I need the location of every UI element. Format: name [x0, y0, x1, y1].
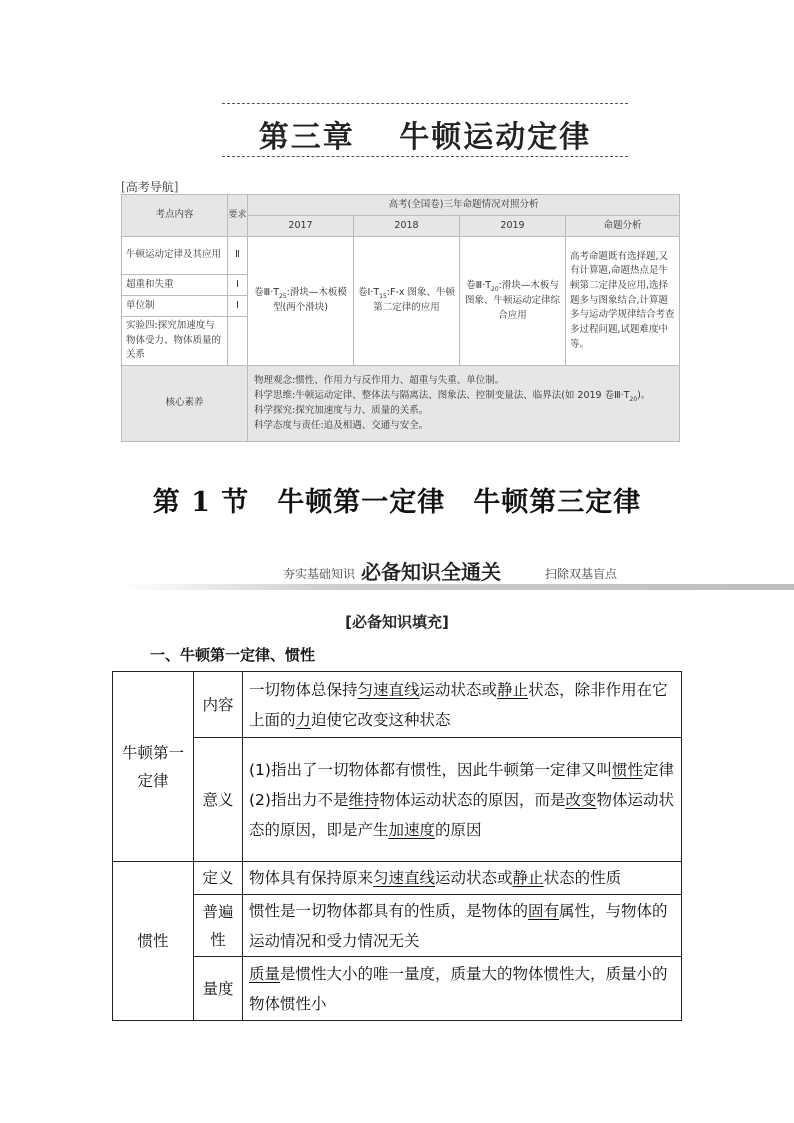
banner-left-text: 夯实基础知识 [283, 567, 356, 581]
exam-2018-cell: 卷$Ⅰ\cdot T_{15}:F-x$ 图象、牛顿第二定律的应用 [354, 237, 460, 366]
inertia-universality: 惯性是一切物体都具有的性质，是物体的固有属性，与物体的运动情况和受力情况无关 [243, 895, 682, 957]
literacy-label: 核心素养 [122, 366, 248, 442]
req-row-1: Ⅱ [228, 237, 248, 275]
inertia-measure: 质量是惯性大小的唯一量度，质量大的物体惯性大，质量小的物体惯性小 [243, 957, 682, 1021]
guide-label: [高考导航] [121, 180, 179, 194]
measure-label: 量度 [194, 957, 243, 1021]
fill-section-title: [必备知识填充] [345, 613, 449, 631]
topic-row-2: 超重和失重 [122, 275, 228, 296]
year-2019-header: 2019 [460, 216, 566, 237]
analysis-column-header: 命题分析 [566, 216, 680, 237]
meaning-point-1: (1)指出了一切物体都有惯性，因此牛顿第一定律又叫惯性定律 [249, 760, 674, 779]
law-content: 一切物体总保持匀速直线运动状态或静止状态，除非作用在它上面的力迫使它改变这种状态 [243, 672, 682, 738]
chapter-header [222, 103, 628, 157]
year-2017-header: 2017 [248, 216, 354, 237]
meaning-point-2: (2)指出力不是维持物体运动状态的原因，而是改变物体运动状态的原因，即是产生加速度的原因 [249, 790, 675, 839]
literacy-line-1: 物理观念:惯性、作用力与反作用力、超重与失重、单位制。 [254, 374, 505, 386]
literacy-line-3: 科学探究:探究加速度与力、质量的关系。 [254, 404, 429, 416]
topic-row-4: 实验四:探究加速度与物体受力、物体质量的关系 [122, 317, 228, 366]
req-row-2: Ⅰ [228, 275, 248, 296]
analysis-title: 高考(全国卷)三年命题情况对照分析 [248, 195, 680, 216]
inertia-group-label: 惯性 [113, 862, 194, 1021]
req-row-4 [228, 317, 248, 366]
literacy-cell [248, 366, 680, 442]
content-label: 内容 [194, 672, 243, 738]
universality-label: 普遍性 [194, 895, 243, 957]
exam-2019-cell: 卷$Ⅲ\cdot T_{20}$:滑块—木板与图象、牛顿运动定律综合应用 [460, 237, 566, 366]
inertia-definition: 物体具有保持原来匀速直线运动状态或静止状态的性质 [243, 862, 682, 895]
chapter-title: 第三章 牛顿运动定律 [258, 120, 592, 155]
knowledge-banner [121, 556, 794, 590]
literacy-line-2: 科学思维:牛顿运动定律、整体法与隔离法、图象法、控制变量法、临界法(如 2019 卷$Ⅲ\cdot T_{20}$)。 [254, 389, 651, 403]
definition-label: 定义 [194, 862, 243, 895]
analysis-cell: 高考命题既有选择题,又有计算题,命题热点是牛顿第二定律及应用,选择题多与图象结合,计算题多与运动学规律结合考查多过程问题,试题难度中等。 [566, 237, 680, 366]
banner-main-text: 必备知识全通关 [361, 560, 501, 584]
topic-row-3: 单位制 [122, 296, 228, 317]
subheading: 一、牛顿第一定律、惯性 [150, 646, 316, 664]
topic-column-header: 考点内容 [122, 195, 228, 237]
section-title: 第 1 节 牛顿第一定律 牛顿第三定律 [152, 487, 642, 518]
year-2018-header: 2018 [354, 216, 460, 237]
banner-right-text: 扫除双基盲点 [545, 567, 618, 581]
law-group-label: 牛顿第一定律 [113, 672, 194, 862]
exam-guide-table [121, 194, 680, 442]
guide-label-text: 高考导航 [125, 180, 174, 194]
topic-row-1: 牛顿运动定律及其应用 [122, 237, 228, 275]
exam-2017-cell: 卷$Ⅲ\cdot T_{25}$:滑块—木板模型(两个滑块) [248, 237, 354, 366]
meaning-label: 意义 [194, 738, 243, 862]
knowledge-table [112, 671, 682, 1021]
literacy-line-4: 科学态度与责任:追及相遇、交通与安全。 [254, 419, 429, 431]
law-meaning [243, 738, 682, 862]
requirement-column-header: 要求 [228, 195, 248, 237]
req-row-3: Ⅰ [228, 296, 248, 317]
